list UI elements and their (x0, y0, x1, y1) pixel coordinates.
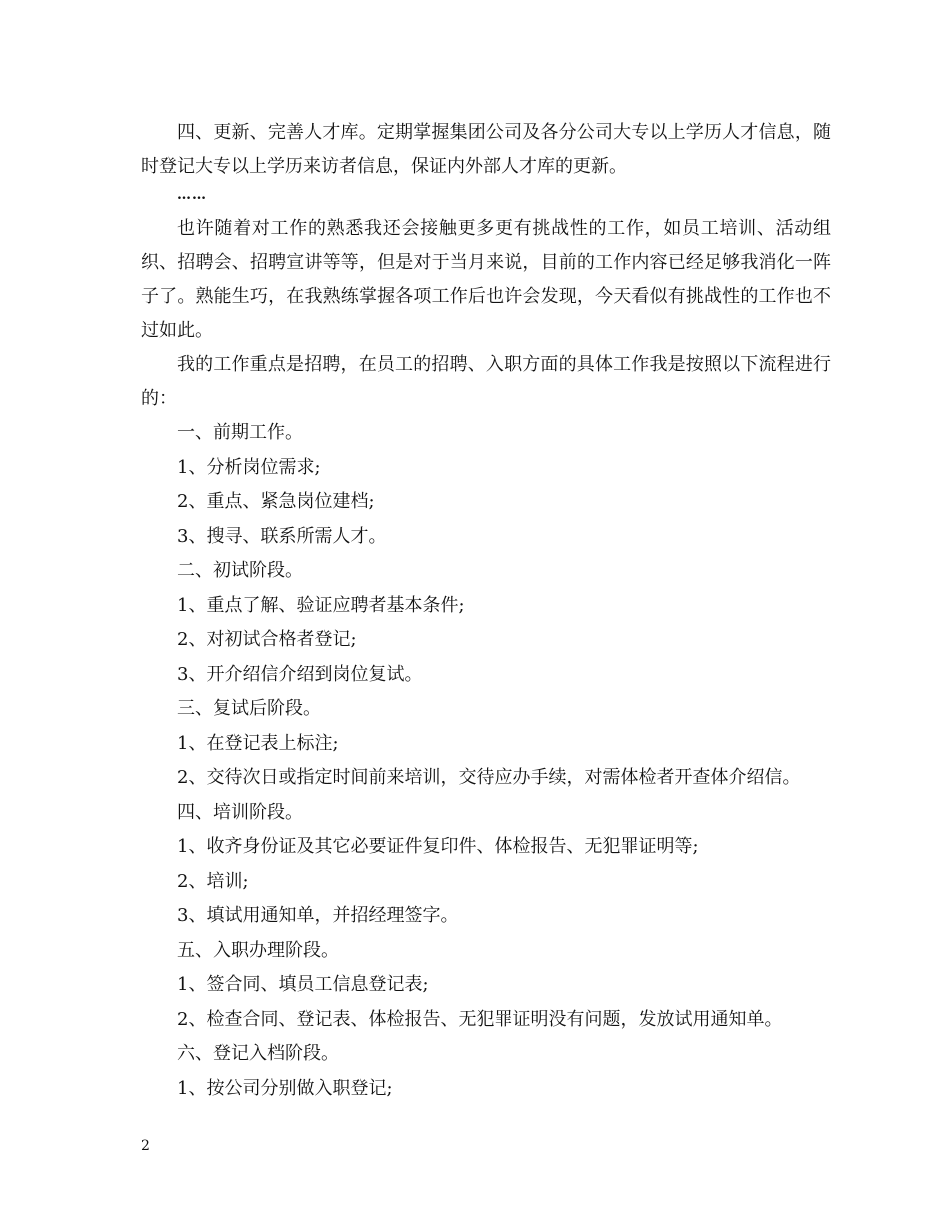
list-item: 3、填试用通知单，并招经理签字。 (177, 905, 459, 926)
ellipsis-marker: …… (177, 187, 207, 203)
list-item: 1、签合同、填员工信息登记表; (177, 974, 429, 995)
page-number: 2 (141, 1138, 150, 1154)
list-item: 3、搜寻、联系所需人才。 (177, 525, 387, 547)
list-item: 二、初试阶段。 (177, 560, 303, 581)
paragraph-talent-pool: 四、更新、完善人才库。定期掌握集团公司及各分公司大专以上学历人才信息，随时登记大专以上学历来访者信息，保证内外部人才库的更新。 (141, 122, 831, 177)
paragraph-recruitment-focus: 我的工作重点是招聘，在员工的招聘、入职方面的具体工作我是按照以下流程进行的： (141, 354, 831, 409)
list-item: 1、收齐身份证及其它必要证件复印件、体检报告、无犯罪证明等; (177, 836, 699, 857)
list-item: 2、培训; (177, 870, 249, 892)
list-item: 一、前期工作。 (177, 422, 303, 443)
list-item: 六、登记入档阶段。 (177, 1043, 339, 1064)
list-item: 三、复试后阶段。 (177, 698, 321, 719)
list-item: 1、重点了解、验证应聘者基本条件; (177, 594, 465, 616)
list-item: 1、分析岗位需求; (177, 456, 321, 478)
list-item: 3、开介绍信介绍到岗位复试。 (177, 663, 423, 685)
list-item: 五、入职办理阶段。 (177, 939, 339, 961)
list-item: 1、按公司分别做入职登记; (177, 1077, 393, 1099)
paragraph-challenges: 也许随着对工作的熟悉我还会接触更多更有挑战性的工作，如员工培训、活动组织、招聘会、招聘宣讲等等，但是对于当月来说，目前的工作内容已经足够我消化一阵子了。熟能生巧，在我熟练掌握各项工作后也许会发现，今天看似有挑战性的工作也不过如此。 (141, 218, 831, 341)
list-item: 2、交待次日或指定时间前来培训，交待应办手续，对需体检者开查体介绍信。 (177, 767, 801, 788)
document-body (141, 116, 831, 1106)
list-item: 1、在登记表上标注; (177, 732, 339, 754)
list-item: 2、检查合同、登记表、体检报告、无犯罪证明没有问题，发放试用通知单。 (177, 1008, 783, 1030)
list-item: 2、重点、紧急岗位建档; (177, 491, 375, 512)
list-item: 四、培训阶段。 (177, 801, 303, 823)
list-item: 2、对初试合格者登记; (177, 629, 357, 650)
